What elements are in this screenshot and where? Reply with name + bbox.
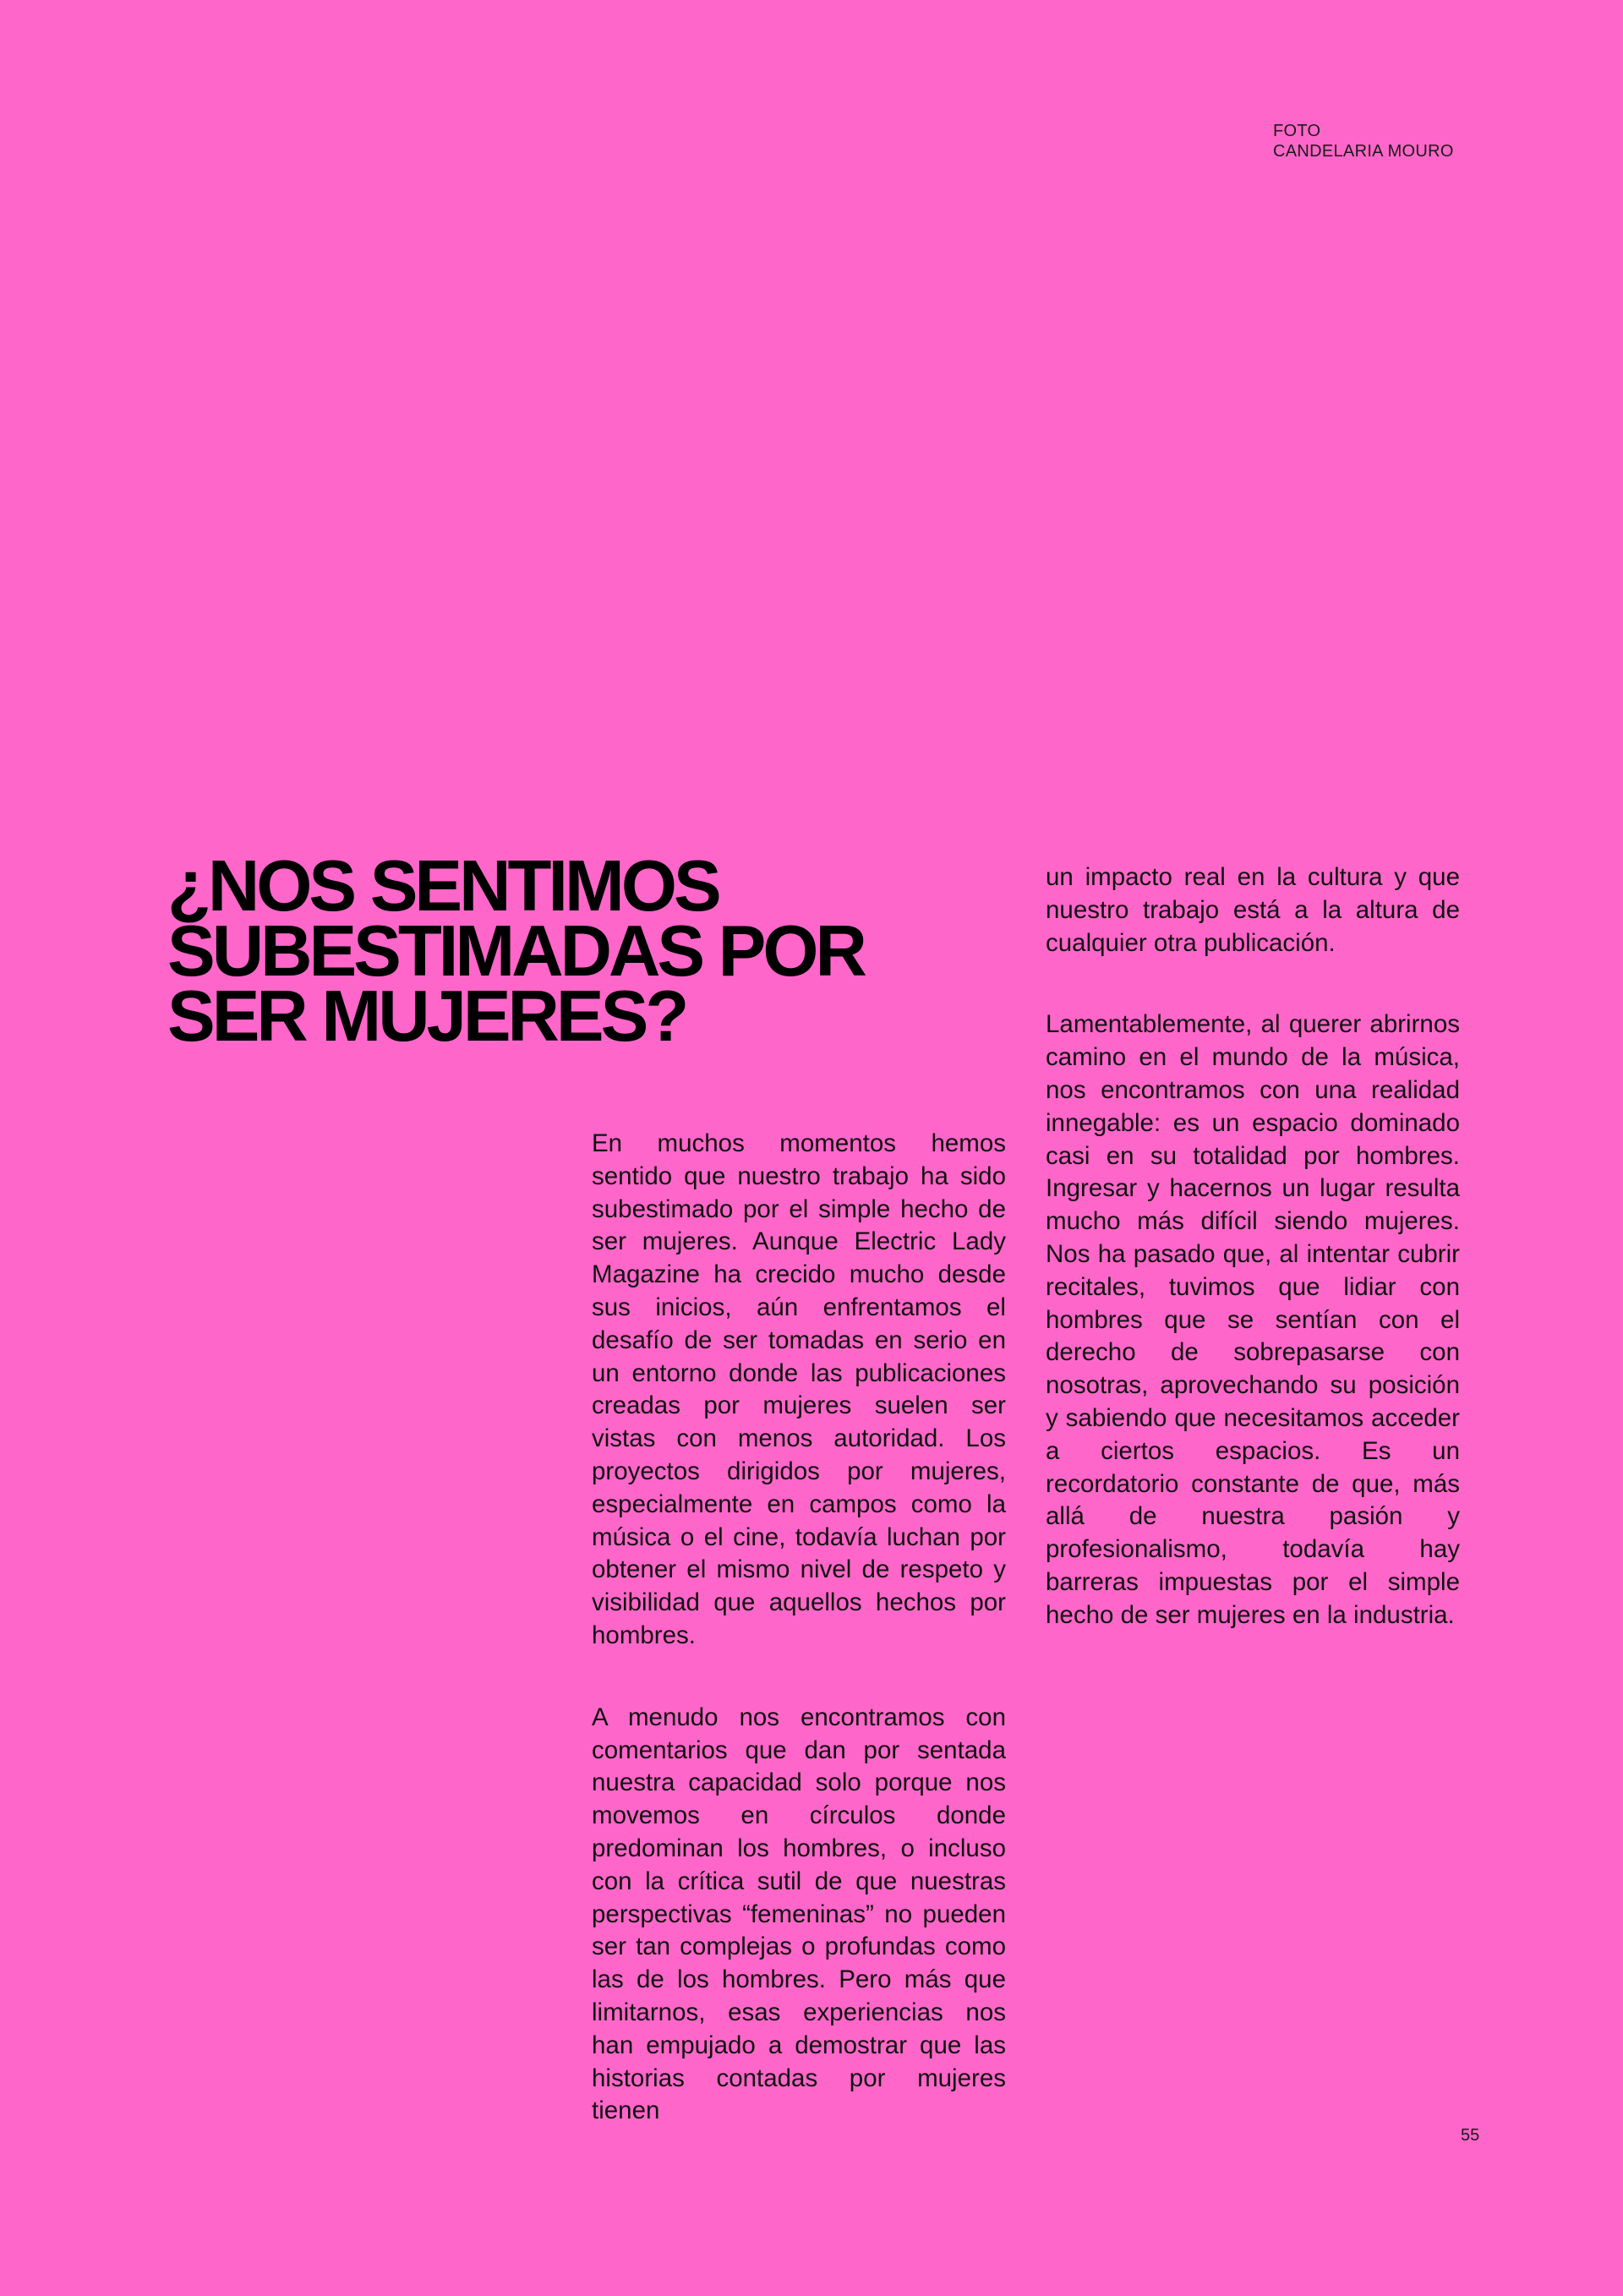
headline-line-1: ¿NOS SENTIMOS	[167, 846, 719, 927]
page-number: 55	[1461, 2126, 1480, 2145]
body-paragraph-2: A menudo nos encontramos con comentarios que dan por sentada nuestra capacidad solo porque nos movemos en círculos donde predominan los hombres, o incluso con la crítica sutil de que nuestras perspectivas “femeninas” no pueden ser tan complejas o profundas como las de los hombres. Pero más que limitarnos, esas experiencias nos han empujado a demostrar que las historias contadas por mujeres tienen	[592, 1703, 1006, 2125]
headline-line-2: SUBESTIMADAS POR	[167, 911, 864, 992]
photo-credit-name: CANDELARIA MOURO	[1273, 142, 1454, 161]
body-paragraph-1: En muchos momentos hemos sentido que nuestro trabajo ha sido subestimado por el simple hecho de ser mujeres. Aunque Electric Lady Magazine ha crecido mucho desde sus inicios, aún enfrentamos el desafío de ser tomadas en serio en un entorno donde las publicaciones creadas por mujeres suelen ser vistas con menos autoridad. Los proyectos dirigidos por mujeres, especialmente en campos como la música o el cine, todavía luchan por obtener el mismo nivel de respeto y visibilidad que aquellos hechos por hombres.	[592, 1129, 1006, 1649]
photo-credit-label: FOTO	[1273, 122, 1321, 140]
photo-credit	[1273, 121, 1454, 161]
headline-line-3: SER MUJERES?	[167, 976, 686, 1057]
body-column-right	[1046, 861, 1460, 1632]
article-headline	[167, 846, 928, 1057]
body-column-left	[592, 1128, 1006, 2128]
body-paragraph-3: un impacto real en la cultura y que nuestro trabajo está a la altura de cualquier otra publicación.	[1046, 863, 1460, 957]
body-paragraph-4: Lamentablemente, al querer abrirnos camino en el mundo de la música, nos encontramos con una realidad innegable: es un espacio dominado casi en su totalidad por hombres. Ingresar y hacernos un lugar resulta mucho más difícil siendo mujeres. Nos ha pasado que, al intentar cubrir recitales, tuvimos que lidiar con hombres que se sentían con el derecho de sobrepasarse con nosotras, aprovechando su posición y sabiendo que necesitamos acceder a ciertos espacios. Es un recordatorio constante de que, más allá de nuestra pasión y profesionalismo, todavía hay barreras impuestas por el simple hecho de ser mujeres en la industria.	[1046, 1010, 1460, 1629]
